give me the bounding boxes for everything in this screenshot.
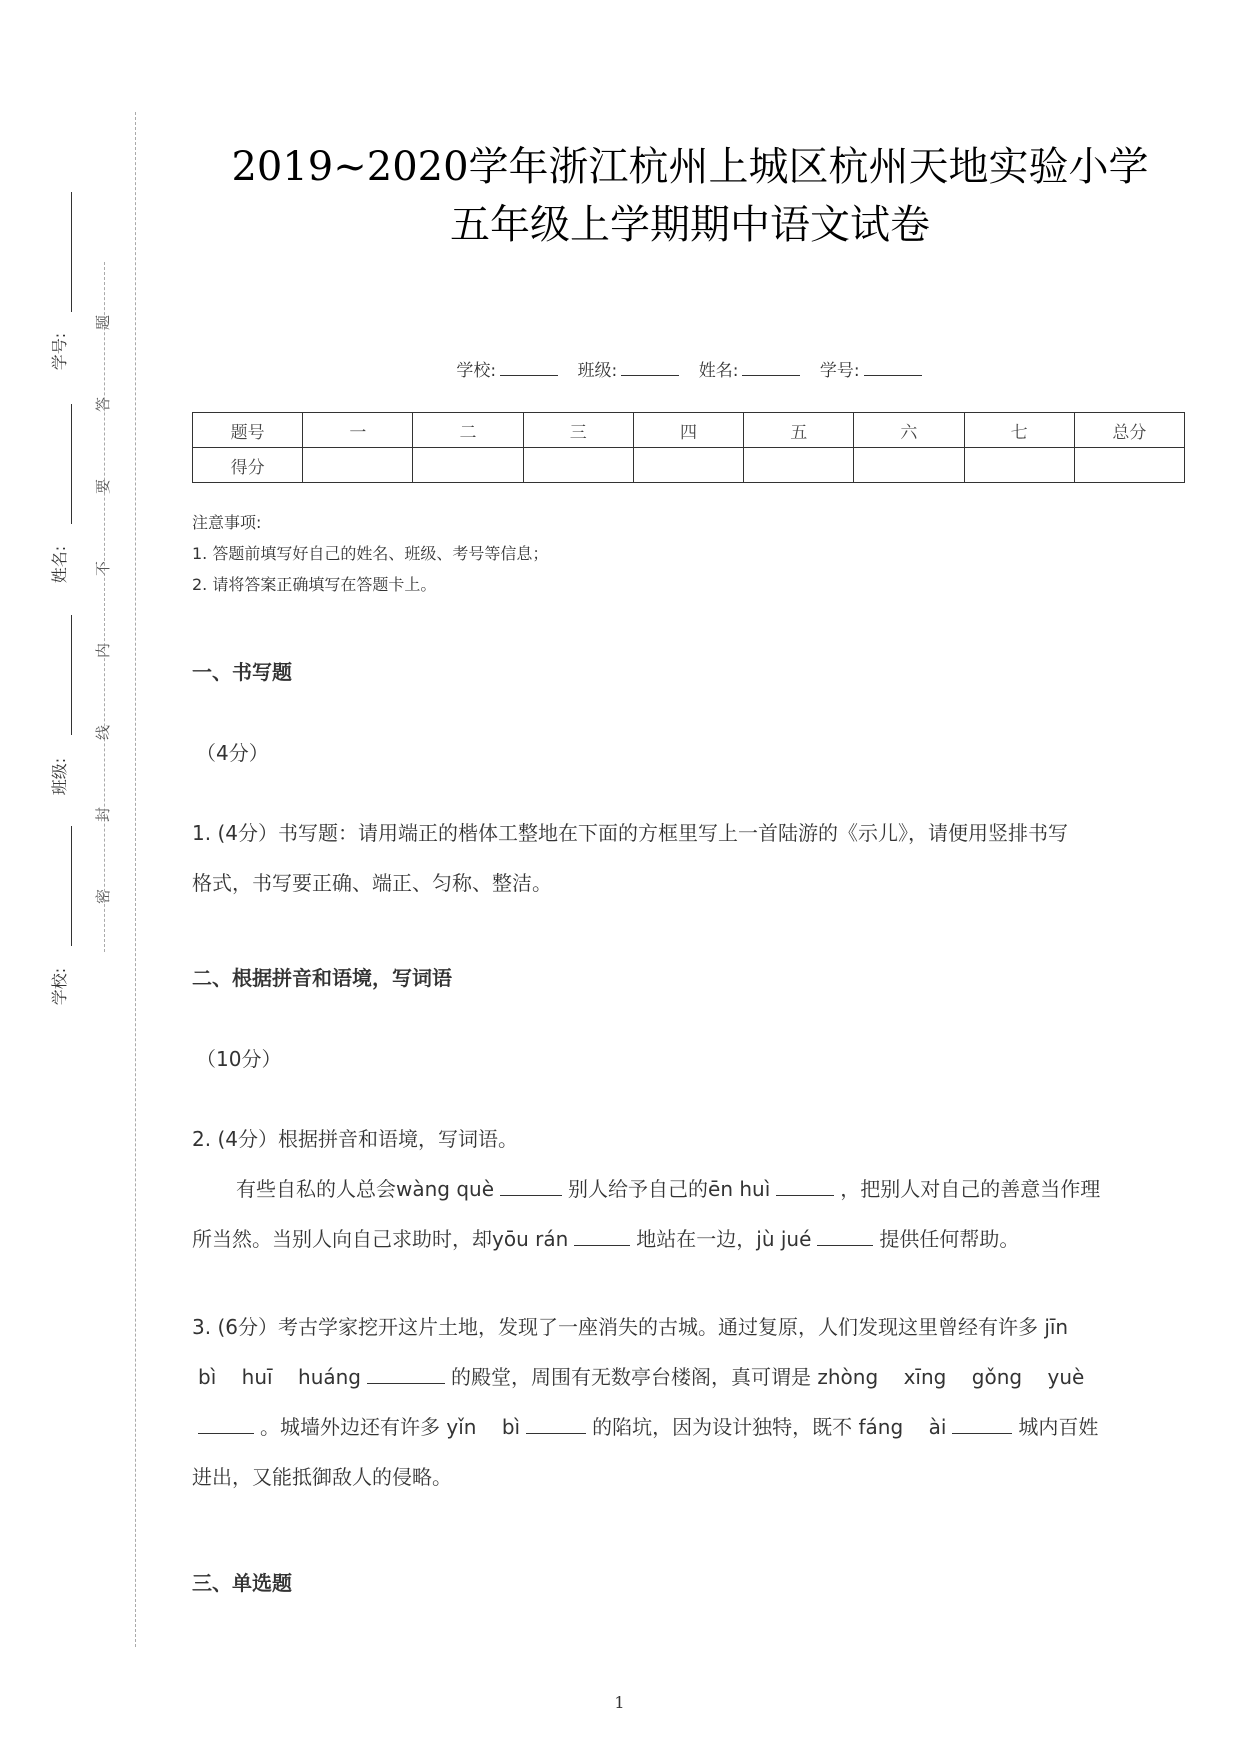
margin-label-school: 学校: [50,967,70,1006]
question-text: 的陷坑，因为设计独特，既不 fáng ài [592,1415,947,1439]
question-text: 别人给予自己的ēn huì [568,1177,771,1201]
section-heading: 一、书写题 [192,660,292,684]
score-cell[interactable] [303,448,413,483]
exam-title [190,138,1190,254]
name-blank[interactable] [742,375,800,376]
answer-blank[interactable] [526,1413,586,1434]
score-cell[interactable] [633,448,743,483]
answer-blank[interactable] [198,1413,254,1434]
answer-blank[interactable] [367,1363,445,1384]
name-label: 姓名: [698,361,739,381]
notes-item: 2. 请将答案正确填写在答题卡上。 [192,575,437,594]
score-table-header: 三 [523,413,633,448]
binding-dashed-line [135,112,136,1647]
score-table [192,412,1185,483]
score-cell[interactable] [744,448,854,483]
question-3 [192,1302,1182,1502]
class-blank[interactable] [621,375,679,376]
question-text: 有些自私的人总会wàng què [236,1177,495,1201]
exam-notes [192,507,548,600]
question-text [192,1164,1182,1214]
school-label: 学校: [456,361,497,381]
seal-char: 线 [94,724,113,741]
question-text: 格式，书写要正确、端正、匀称、整洁。 [192,871,552,895]
answer-blank[interactable] [500,1175,562,1196]
page-number: 1 [614,1693,625,1712]
score-table-header: 四 [633,413,743,448]
section-points: （10分） [196,1047,282,1071]
notes-title: 注意事项: [192,513,262,532]
question-text [192,1214,1182,1264]
seal-char: 题 [94,314,113,331]
exam-title-line1: 2019~2020学年浙江杭州上城区杭州天地实验小学 [231,144,1149,190]
question-text: 所当然。当别人向自己求助时，却yōu rán [192,1227,569,1251]
question-text: 。城墙外边还有许多 yǐn bì [260,1415,521,1439]
score-table-header: 六 [854,413,964,448]
score-cell[interactable] [1074,448,1184,483]
exam-title-line2: 五年级上学期期中语文试卷 [450,202,930,248]
school-line [71,826,72,946]
margin-label-number: 学号: [50,332,70,371]
question-text: ，把别人对自己的善意当作理 [840,1177,1101,1201]
answer-blank[interactable] [776,1175,834,1196]
score-table-header: 七 [964,413,1074,448]
section-heading: 三、单选题 [192,1571,292,1595]
name-line [71,404,72,524]
score-cell[interactable] [964,448,1074,483]
score-row-label: 得分 [193,448,303,483]
score-cell[interactable] [854,448,964,483]
question-text: 地站在一边，jù jué [636,1227,812,1251]
student-info-line [190,356,1190,381]
margin-label-name: 姓名: [50,545,70,584]
question-text: 的殿堂，周围有无数亭台楼阁，真可谓是 zhòng xīng gǒng yuè [451,1365,1085,1389]
answer-blank[interactable] [817,1225,873,1246]
score-table-header: 五 [744,413,854,448]
section-points: （4分） [196,741,269,765]
seal-char: 封 [94,806,113,823]
seal-char: 内 [94,642,113,659]
answer-blank[interactable] [952,1413,1012,1434]
section-heading: 二、根据拼音和语境，写词语 [192,966,452,990]
number-label: 学号: [819,361,860,381]
score-cell[interactable] [523,448,633,483]
score-table-header-row [193,413,1185,448]
question-text [192,1352,1182,1402]
score-table-header: 一 [303,413,413,448]
score-table-score-row [193,448,1185,483]
score-cell[interactable] [413,448,523,483]
school-blank[interactable] [500,375,558,376]
question-text: 2. (4分）根据拼音和语境，写词语。 [192,1127,518,1151]
number-blank[interactable] [864,375,922,376]
question-text [192,1402,1182,1452]
question-text: 提供任何帮助。 [879,1227,1020,1251]
score-table-header: 二 [413,413,523,448]
question-2 [192,1114,1182,1264]
seal-char: 密 [94,888,113,905]
number-line [71,192,72,312]
score-table-header: 题号 [193,413,303,448]
question-1 [192,808,1182,908]
question-text: 城内百姓 [1018,1415,1099,1439]
seal-char: 要 [94,478,113,495]
class-line [71,615,72,735]
answer-blank[interactable] [574,1225,630,1246]
notes-item: 1. 答题前填写好自己的姓名、班级、考号等信息； [192,544,549,563]
seal-dashed-line [104,262,105,952]
score-table-header: 总分 [1074,413,1184,448]
question-text: 进出，又能抵御敌人的侵略。 [192,1465,452,1489]
question-text: bì huī huáng [198,1365,361,1389]
margin-label-class: 班级: [50,757,70,796]
question-text: 3. (6分）考古学家挖开这片土地，发现了一座消失的古城。通过复原，人们发现这里曾经有许多 jīn [192,1315,1069,1339]
seal-char: 答 [94,396,113,413]
class-label: 班级: [577,361,618,381]
question-text: 1. (4分）书写题：请用端正的楷体工整地在下面的方框里写上一首陆游的《示儿》，请便用竖排书写 [192,821,1068,845]
seal-char: 不 [94,560,113,577]
